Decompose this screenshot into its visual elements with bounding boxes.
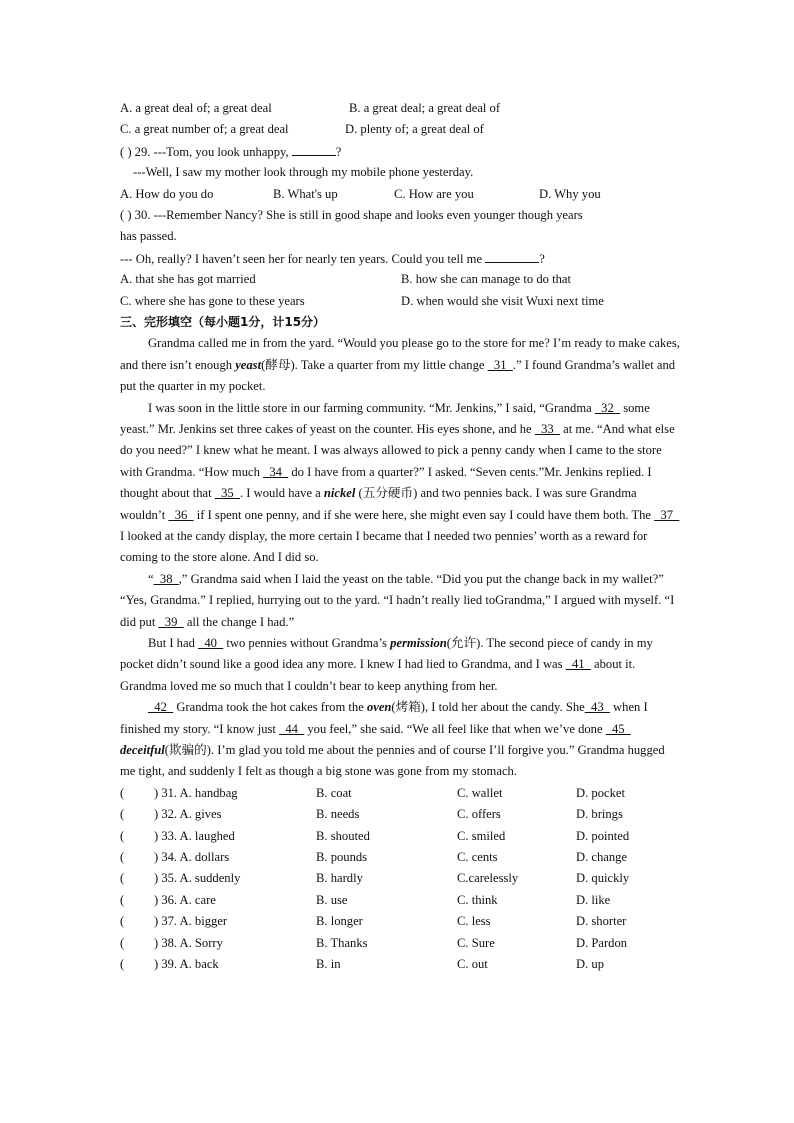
choice-d: D. Pardon (576, 935, 628, 950)
blank-33: 33 (534, 421, 560, 436)
q30-option-b: B. how she can manage to do that (401, 272, 571, 287)
q30-options-row2 (120, 291, 680, 312)
choice-row (120, 868, 680, 889)
choice-b: B. longer (316, 914, 363, 929)
choice-b: B. pounds (316, 850, 368, 864)
choice-row (120, 911, 680, 932)
passage-text: ,” Grandma said when I laid the yeast on the table. “Did you put the change back in my wallet?” “Yes, Grandma.” I replied, hurrying out to the yard. “I hadn’t really lied toGrandma,” I argued with myself. “I did put (120, 571, 675, 629)
passage-text: when I finished my story. “I know just (120, 700, 648, 736)
blank-39: 39 (158, 614, 184, 629)
passage-text: about it. Grandma loved me so much that I couldn’t bear to keep anything from her. (120, 657, 636, 693)
choice-d: D. change (576, 850, 628, 864)
blank-37: 37 (654, 507, 680, 522)
choice-c: C. cents (457, 850, 498, 864)
choice-b: B. needs (316, 807, 360, 822)
q28-option-a: A. a great deal of; a great deal (120, 101, 272, 115)
passage-text: “ (148, 571, 154, 586)
answer-paren: ( (120, 892, 125, 907)
passage-text: all the change I had.” (183, 614, 295, 629)
blank-40: 40 (198, 635, 224, 650)
choice-d: D. like (576, 892, 611, 907)
q29-option-d: D. Why you (539, 186, 601, 201)
q29-suffix: ? (335, 144, 342, 159)
passage-paragraph-1 (120, 333, 680, 397)
passage-text: some yeast.” Mr. Jenkins set three cakes of yeast on the counter. His eyes shone, and he (120, 400, 650, 436)
keyword-nickel: nickel (323, 486, 356, 501)
passage-text: I looked at the candy display, the more certain I became that I needed two pennies’ worth as a reward for coming to the store alone. And I did so. (120, 528, 648, 565)
choice-d: D. brings (576, 807, 623, 822)
choice-d: D. quickly (576, 871, 630, 886)
choice-row (120, 890, 680, 911)
choice-c: C. less (457, 914, 491, 929)
choice-row (120, 783, 680, 804)
passage-text: at me. “And what else do you need?” I knew what he meant. I was always allowed to pick a penny candy when I came to the store with Grandma. “How much (120, 421, 675, 479)
passage-text: (烤箱), I told her about the candy. She (391, 700, 585, 715)
blank-44: 44 (279, 721, 305, 736)
passage-paragraph-2 (120, 398, 680, 569)
choice-b: B. in (316, 956, 341, 971)
answer-paren: ( (120, 807, 125, 822)
choice-a: ) 31. A. handbag (154, 785, 238, 800)
passage-text: (酵母). Take a quarter from my little change (261, 357, 488, 372)
q28-options-row1 (120, 98, 680, 119)
q30-reply-prefix: --- Oh, really? I haven’t seen her for nearly ten years. Could you tell me (120, 251, 486, 266)
choice-d: D. pocket (576, 785, 625, 800)
choice-row (120, 954, 680, 975)
choice-c: C. offers (457, 807, 501, 822)
choice-row (120, 826, 680, 847)
passage-text: do I have from a quarter?” I asked. “Seven cents.”Mr. Jenkins replied. I thought about that (120, 464, 652, 501)
q29-prefix: ( ) 29. ---Tom, you look unhappy, (120, 144, 292, 159)
choice-a: ) 33. A. laughed (154, 828, 235, 843)
choice-row (120, 933, 680, 954)
passage-text: you feel,” she said. “We all feel like that when we’ve done (304, 721, 606, 736)
blank-38: 38 (153, 571, 179, 586)
keyword-oven: oven (366, 700, 392, 715)
choice-c: C.carelessly (457, 871, 519, 886)
answer-paren: ( (120, 850, 125, 864)
q29-options (120, 184, 680, 205)
passage-text: (欺骗的). I’m glad you told me about the pennies and of course I’ll forgive you.” Grandma hugged me tight, and suddenly I felt as though a big stone was gone from my stomach. (120, 743, 665, 779)
passage-text: But I had (148, 635, 199, 650)
blank-45: 45 (605, 721, 631, 736)
choice-a: ) 34. A. dollars (154, 850, 230, 864)
choice-b: B. use (316, 892, 348, 907)
choice-a: ) 35. A. suddenly (154, 871, 241, 886)
blank-43: 43 (584, 700, 610, 715)
choice-a: ) 38. A. Sorry (154, 935, 223, 950)
q29-option-a: A. How do you do (120, 186, 214, 201)
choice-d: D. up (576, 956, 604, 971)
blank-32: 32 (594, 400, 621, 415)
answer-paren: ( (120, 935, 125, 950)
keyword-yeast: yeast (235, 357, 262, 372)
choice-c: C. out (457, 956, 488, 971)
choice-b: B. coat (316, 785, 352, 800)
passage-text: Grandma took the hot cakes from the (173, 700, 367, 715)
passage-paragraph-4 (120, 633, 680, 697)
choice-a: ) 39. A. back (154, 956, 219, 971)
passage-text: . I would have a (239, 486, 324, 501)
q30-reply-suffix: ? (539, 251, 545, 266)
q29-reply: ---Well, I saw my mother look through my mobile phone yesterday. (133, 165, 474, 180)
exam-page (120, 98, 680, 975)
choice-row (120, 804, 680, 825)
answer-paren: ( (120, 956, 125, 971)
choice-row (120, 847, 680, 868)
keyword-deceitful: deceitful (120, 743, 165, 758)
q28-option-c: C. a great number of; a great deal (120, 122, 289, 137)
q29-option-c: C. How are you (394, 186, 474, 201)
passage-text: two pennies without Grandma’s (223, 635, 391, 650)
choice-a: ) 37. A. bigger (154, 914, 228, 929)
q30-options-row1 (120, 269, 680, 290)
answer-paren: ( (120, 871, 125, 886)
passage-text: .” I found Grandma’s wallet and put the quarter in my pocket. (120, 357, 676, 394)
section-3-title: 三、完形填空（每小题1分，计15分） (120, 314, 326, 329)
q30-stem-line2: has passed. (120, 229, 177, 244)
passage-text: Grandma called me in from the yard. “Would you please go to the store for me? I’m ready to make cakes, and there isn’t enough (120, 336, 680, 372)
blank-42: 42 (148, 700, 174, 715)
choice-d: D. shorter (576, 914, 627, 929)
choice-c: C. smiled (457, 828, 506, 843)
q28-option-b: B. a great deal; a great deal of (349, 101, 501, 115)
blank-41: 41 (565, 657, 591, 672)
passage-text: if I spent one penny, and if she were here, she might even say I could have them both. The (193, 507, 655, 522)
q30-stem-line1: ( ) 30. ---Remember Nancy? She is still in good shape and looks even younger though years (120, 207, 583, 222)
q30-option-a: A. that she has got married (120, 272, 256, 287)
q29-stem (120, 141, 680, 162)
passage-text: I was soon in the little store in our farming community. “Mr. Jenkins,” I said, “Grandma (148, 400, 595, 415)
blank-35: 35 (214, 486, 240, 501)
q30-option-d: D. when would she visit Wuxi next time (401, 293, 604, 308)
passage-paragraph-3 (120, 569, 680, 633)
passage-text: (五分硬币) and two pennies back. I was sure Grandma wouldn’t (120, 486, 637, 522)
blank-36: 36 (168, 507, 194, 522)
answer-paren: ( (120, 914, 125, 929)
passage-text: (允许). The second piece of candy in my pocket didn’t sound like a good idea any more. I knew I had lied to Grandma, and I was (120, 635, 653, 672)
choice-b: B. hardly (316, 871, 363, 886)
blank-31: 31 (487, 357, 513, 372)
passage-paragraph-5 (120, 697, 680, 783)
answer-paren: ( (120, 828, 125, 843)
q30-blank (485, 248, 539, 263)
choice-b: B. Thanks (316, 935, 368, 950)
choice-a: ) 32. A. gives (154, 807, 222, 822)
q28-option-d: D. plenty of; a great deal of (345, 122, 484, 137)
q29-blank (292, 141, 336, 156)
blank-34: 34 (263, 464, 289, 479)
q28-options-row2 (120, 119, 680, 140)
choice-c: C. wallet (457, 785, 503, 800)
keyword-permission: permission (390, 635, 447, 650)
choice-b: B. shouted (316, 828, 370, 843)
choice-c: C. think (457, 892, 498, 907)
choice-a: ) 36. A. care (154, 892, 216, 907)
q30-option-c: C. where she has gone to these years (120, 293, 305, 308)
choice-d: D. pointed (576, 828, 630, 843)
q29-option-b: B. What's up (273, 186, 338, 201)
choice-c: C. Sure (457, 935, 495, 950)
q30-reply (120, 248, 680, 269)
answer-paren: ( (120, 785, 125, 800)
